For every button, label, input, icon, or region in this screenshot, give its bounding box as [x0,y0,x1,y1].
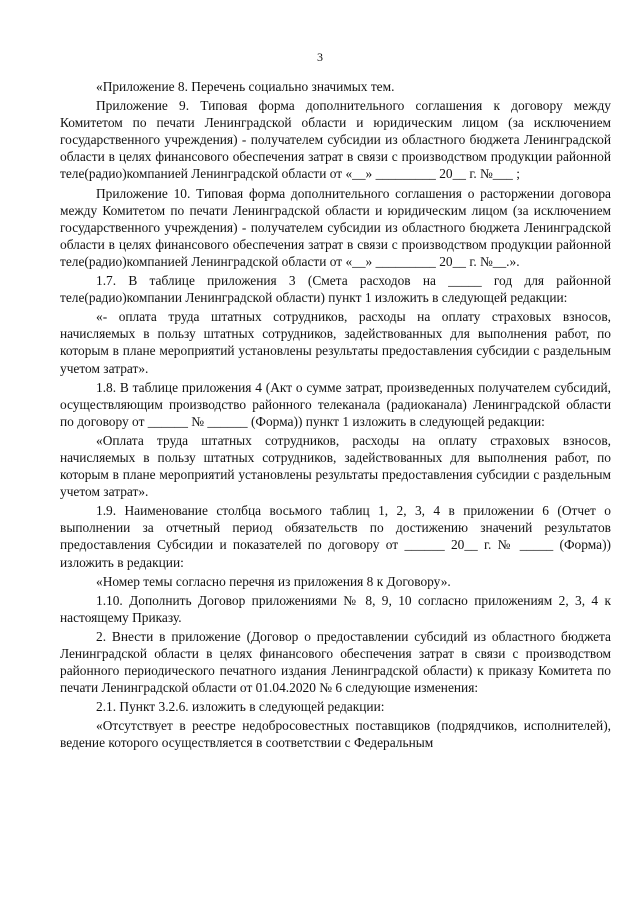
paragraph: 1.7. В таблице приложения 3 (Смета расходов на _____ год для районной теле(радио)компании Ленинградской области) пункт 1 изложить в следующей редакции: [60,273,611,306]
paragraph: «Оплата труда штатных сотрудников, расходы на оплату страховых взносов, начисляемых в пользу штатных сотрудников, задействованных для выполнения работ, по которым в плане мероприятий установлены результаты предоставления субсидии с раздельным учетом затрат». [60,432,611,500]
paragraph: «Номер темы согласно перечня из приложения 8 к Договору». [96,573,451,589]
paragraph: 1.8. В таблице приложения 4 (Акт о сумме затрат, произведенных получателем субсидий, осуществляющим производство районного телеканала (радиоканала) Ленинградской области по договору от ______ № ______ (Форма)) пункт 1 изложить в следующей редакции: [60,379,611,429]
paragraph: «Приложение 8. Перечень социально значимых тем. [96,79,395,94]
paragraph: 1.9. Наименование столбца восьмого таблиц 1, 2, 3, 4 в приложении 6 (Отчет о выполнении за отчетный период обязательств по достижению значений результатов предоставления Субсидии и показателей по договору от ______ 20__ г. № _____ (Форма)) изложить в редакции: [60,503,611,570]
paragraph: 2.1. Пункт 3.2.6. изложить в следующей редакции: [96,699,385,715]
paragraph: Приложение 10. Типовая форма дополнительного соглашения о расторжении договора между Комитетом по печати Ленинградской области и юридическим лицом (за исключением государственного учреждения) - получателем субсидии из областного бюджета Ленинградской области в целях финансового обеспечения затрат в связи с производством продукции районной теле(радио)компанией Ленинградской области от «__» _________ 20__ г. №__.». [60,185,611,269]
paragraph: «Отсутствует в реестре недобросовестных поставщиков (подрядчиков, исполнителей), ведение которого осуществляется в соответствии с Федеральным [60,718,611,751]
paragraph: Приложение 9. Типовая форма дополнительного соглашения к договору между Комитетом по печати Ленинградской области и юридическим лицом (за исключением государственного учреждения) - получателем субсидии из областного бюджета Ленинградской области в целях финансового обеспечения затрат в связи с производством продукции районной теле(радио)компанией Ленинградской области от «__» _________ 20__ г. №___ ; [60,98,611,182]
paragraph: «- оплата труда штатных сотрудников, расходы на оплату страховых взносов, начисляемых в пользу штатных сотрудников, задействованных для выполнения работ, по которым в плане мероприятий установлены результаты предоставления субсидии с раздельным учетом затрат». [60,309,611,376]
paragraph: 2. Внести в приложение (Договор о предоставлении субсидий из областного бюджета Ленинградской области в целях финансового обеспечения затрат в связи с производством районного периодического печатного издания Ленинградской области) к приказу Комитета по печати Ленинградской области от 01.04.2020 № 6 следующие изменения: [60,628,611,696]
paragraph: 1.10. Дополнить Договор приложениями № 8, 9, 10 согласно приложениям 2, 3, 4 к настоящему Приказу. [60,592,611,625]
document-body [60,78,611,752]
page-number: 3 [317,50,323,64]
